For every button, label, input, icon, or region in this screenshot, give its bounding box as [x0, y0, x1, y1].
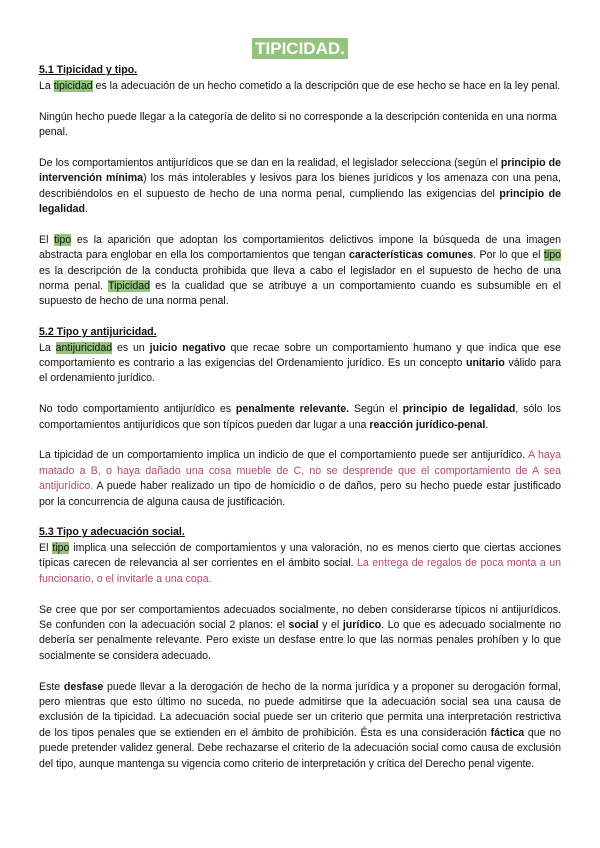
bold-term: jurídico — [342, 618, 382, 631]
bold-term: penalmente relevante. — [235, 403, 350, 416]
paragraph: De los comportamientos antijurídicos que se dan en la realidad, el legislador selecciona (según el principio de intervención mínima) los más intolerables y lesivos para los bienes jurídicos y los amenaza con una pena, describiéndolos en el supuesto de hecho de una norma penal, cumpliendo las exigencias del principio de legalidad. — [39, 156, 561, 216]
section-heading-5-1: 5.1 Tipicidad y tipo. — [39, 64, 138, 77]
document-page — [39, 38, 561, 772]
bold-term: reacción jurídico-penal — [369, 418, 486, 431]
paragraph: La antijuricidad es un juicio negativo que recae sobre un comportamiento humano y que indica que ese comportamiento es contrario a las exigencias del Ordenamiento jurídico. Es un concepto unitario válido para el ordenamiento jurídico. — [39, 341, 561, 385]
bold-term: principio de legalidad — [39, 187, 561, 216]
paragraph: La tipicidad de un comportamiento implica un indicio de que el comportamiento puede ser antijurídico. A haya matado a B, o haya dañado una cosa mueble de C, no se desprende que el comportamiento de A sea antijurídico. A puede haber realizado un tipo de homicidio o de daños, pero su hecho puede estar justificado por la concurrencia de alguna causa de justificación. — [39, 449, 561, 508]
paragraph: Se cree que por ser comportamientos adecuados socialmente, no deben considerarse típicos ni antijurídicos. Se confunden con la adecuación social 2 planos: el social y el jurídico. Lo que es adecuado socialmente no debería ser penalmente relevante. Pero existe un desfase entre lo que las normas penales prohíben y lo que socialmente se considera adecuado. — [39, 603, 562, 662]
bold-term: desfase — [63, 680, 104, 693]
bold-term: principio de legalidad — [402, 403, 516, 416]
bold-term: unitario — [465, 357, 505, 370]
highlighted-term: tipo — [54, 233, 72, 246]
paragraph: No todo comportamiento antijurídico es penalmente relevante. Según el principio de legalidad, sólo los comportamientos antijurídicos que son típicos pueden dar lugar a una reacción jurídico-penal. — [39, 403, 561, 431]
bold-term: principio de intervención mínima — [39, 156, 561, 185]
bold-term: características comunes — [349, 249, 474, 262]
highlighted-term: tipo — [543, 249, 561, 262]
example-text: La entrega de regalos de poca monta a un funcionario, o el invitarle a una copa. — [39, 557, 561, 585]
section-heading-5-3: 5.3 Tipo y adecuación social. — [39, 526, 185, 539]
bold-term: juicio negativo — [149, 341, 226, 354]
paragraph: El tipo implica una selección de comportamientos y una valoración, no es menos cierto que ciertas acciones típicas carecen de relevancia al ser corrientes en el ámbito social. La entrega de regalos de poca monta a un funcionario, o el invitarle a una copa. — [39, 541, 561, 585]
section-heading-5-2: 5.2 Tipo y antijuricidad. — [39, 326, 157, 339]
highlighted-term: tipo — [52, 541, 70, 554]
paragraph: Ningún hecho puede llegar a la categoría de delito si no corresponde a la descripción contenida en una norma penal. — [39, 110, 557, 139]
highlighted-term: antijuricidad — [55, 341, 113, 354]
highlighted-term: Tipicidad — [108, 280, 151, 293]
paragraph: La tipicidad es la adecuación de un hecho cometido a la descripción que de ese hecho se hace en la ley penal. — [39, 79, 561, 92]
paragraph: Este desfase puede llevar a la derogación de hecho de la norma jurídica y a proponer su derogación formal, pero mientras que esto último no suceda, no puede admitirse que la adecuación social sea una causa de exclusión de la tipicidad. La adecuación social puede ser un criterio que permita una interpretación restrictiva de los tipos penales que se extienden en el ámbito de prohibición. Ésta es una consideración fáctica que no puede pretender validez general. Debe rechazarse el criterio de la adecuación social como causa de exclusión del tipo, aunque mantenga su vigencia como criterio de interpretación y crítica del Derecho penal vigente. — [39, 680, 561, 770]
paragraph: El tipo es la aparición que adoptan los comportamientos delictivos impone la búsqueda de una imagen abstracta para englobar en ella los comportamientos que tengan características comunes. Por lo que el tipo es la descripción de la conducta prohibida que lleva a cabo el legislador en el supuesto de hecho de una norma penal. Tipicidad es la cualidad que se atribuye a un comportamiento cuando es subsumible en el supuesto de hecho de una norma penal. — [39, 233, 561, 308]
highlighted-term: tipicidad — [53, 79, 93, 92]
example-text: A haya matado a B, o haya dañado una cosa mueble de C, no se desprende que el comportamiento de A sea antijurídico. — [39, 449, 561, 493]
bold-term: fáctica — [490, 726, 525, 739]
bold-term: social — [288, 618, 319, 631]
document-title: TIPICIDAD. — [252, 38, 348, 59]
